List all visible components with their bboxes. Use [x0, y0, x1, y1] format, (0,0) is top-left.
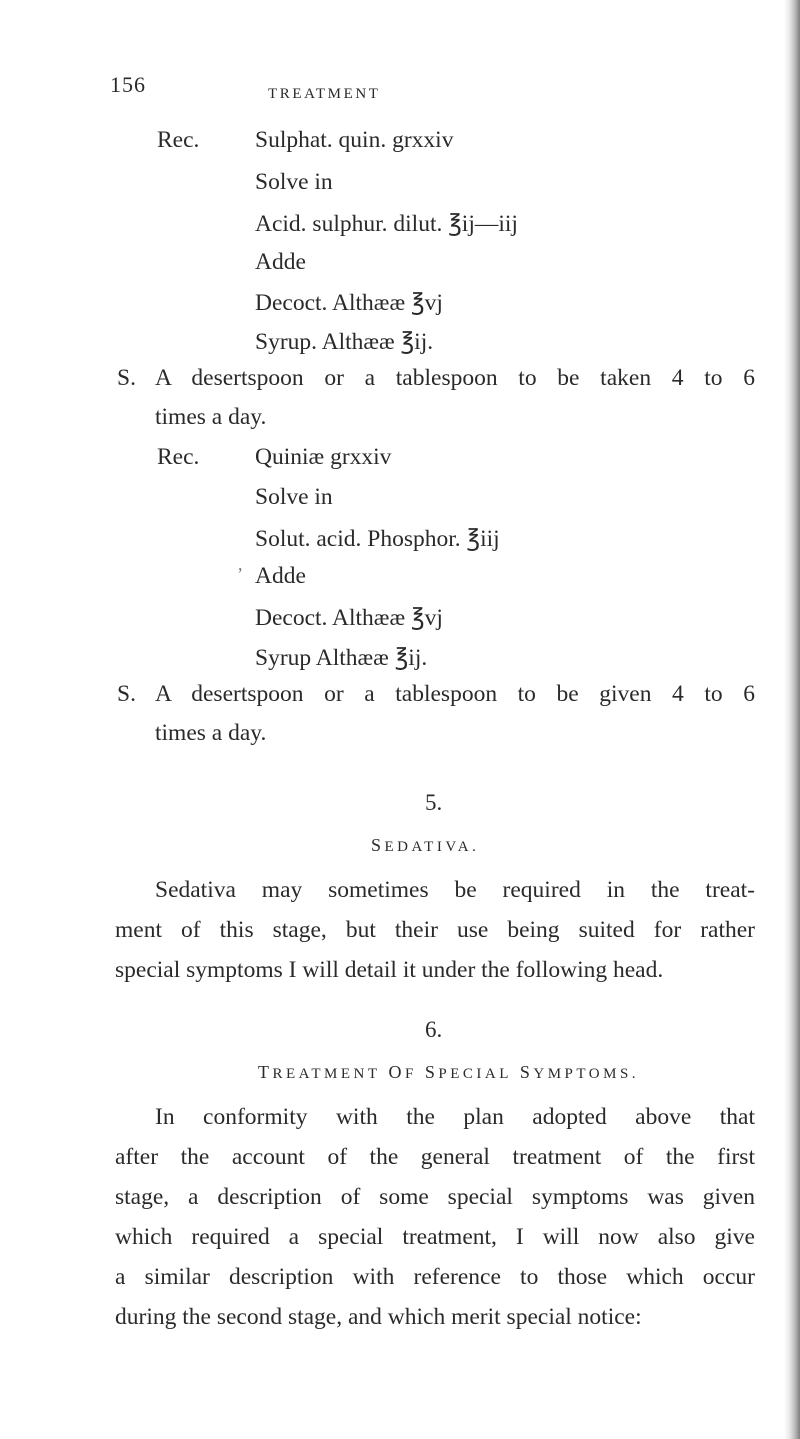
rx-line: Decoct. Althææ ℥vj [255, 605, 443, 631]
body-line: ment of this stage, but their use being suited for rather [115, 917, 755, 943]
section-heading: TREATMENT OF SPECIAL SYMPTOMS. [258, 1062, 640, 1082]
section-body [115, 870, 755, 990]
running-header: TREATMENT [268, 86, 381, 102]
rx-line: Acid. sulphur. dilut. ℥ij—iij [255, 211, 518, 237]
body-line: In conformity with the plan adopted above that [155, 1104, 755, 1130]
rx-line: Solve in [255, 484, 333, 510]
signa-label: S. [117, 365, 136, 391]
rx-line: Solut. acid. Phosphor. ℥iij [255, 526, 500, 552]
section-number: 5. [425, 790, 443, 815]
page-edge-shadow [784, 0, 800, 1439]
body-line: during the second stage, and which merit special notice: [115, 1304, 642, 1330]
rx-line: Solve in [255, 169, 333, 195]
signa-label: S. [117, 681, 136, 707]
rx-line: Sulphat. quin. grxxiv [255, 127, 454, 153]
body-line: a similar description with reference to those which occur [115, 1264, 755, 1290]
body-line: special symptoms I will detail it under the following head. [115, 957, 664, 983]
body-line: after the account of the general treatment of the first [115, 1144, 755, 1170]
section-heading: SEDATIVA. [371, 835, 480, 855]
rx-line: Syrup. Althææ ℥ij. [255, 329, 434, 355]
section-body [115, 1097, 755, 1337]
rx-line: Adde [255, 563, 306, 589]
body-line: Sedativa may sometimes be required in the treat- [155, 877, 755, 903]
signa-text: A desertspoon or a tablespoon to be given 4 to 6 [155, 681, 755, 707]
page-number: 156 [110, 72, 146, 97]
rx-line: Decoct. Althææ ℥vj [255, 290, 443, 316]
signa-text: A desertspoon or a tablespoon to be taken 4 to 6 [155, 365, 755, 391]
rx-line: Quiniæ grxxiv [255, 444, 392, 470]
rx-line: Adde [255, 249, 306, 275]
rec-label: Rec. [157, 444, 200, 470]
body-line: stage, a description of some special symptoms was given [115, 1184, 755, 1210]
signa-text: times a day. [155, 404, 267, 430]
stray-mark: , [238, 554, 243, 574]
signa-text: times a day. [155, 720, 267, 746]
rx-line: Syrup Althææ ℥ij. [255, 645, 428, 671]
section-number: 6. [425, 1017, 443, 1042]
body-line: which required a special treatment, I will now also give [115, 1224, 755, 1250]
rec-label: Rec. [157, 127, 200, 153]
